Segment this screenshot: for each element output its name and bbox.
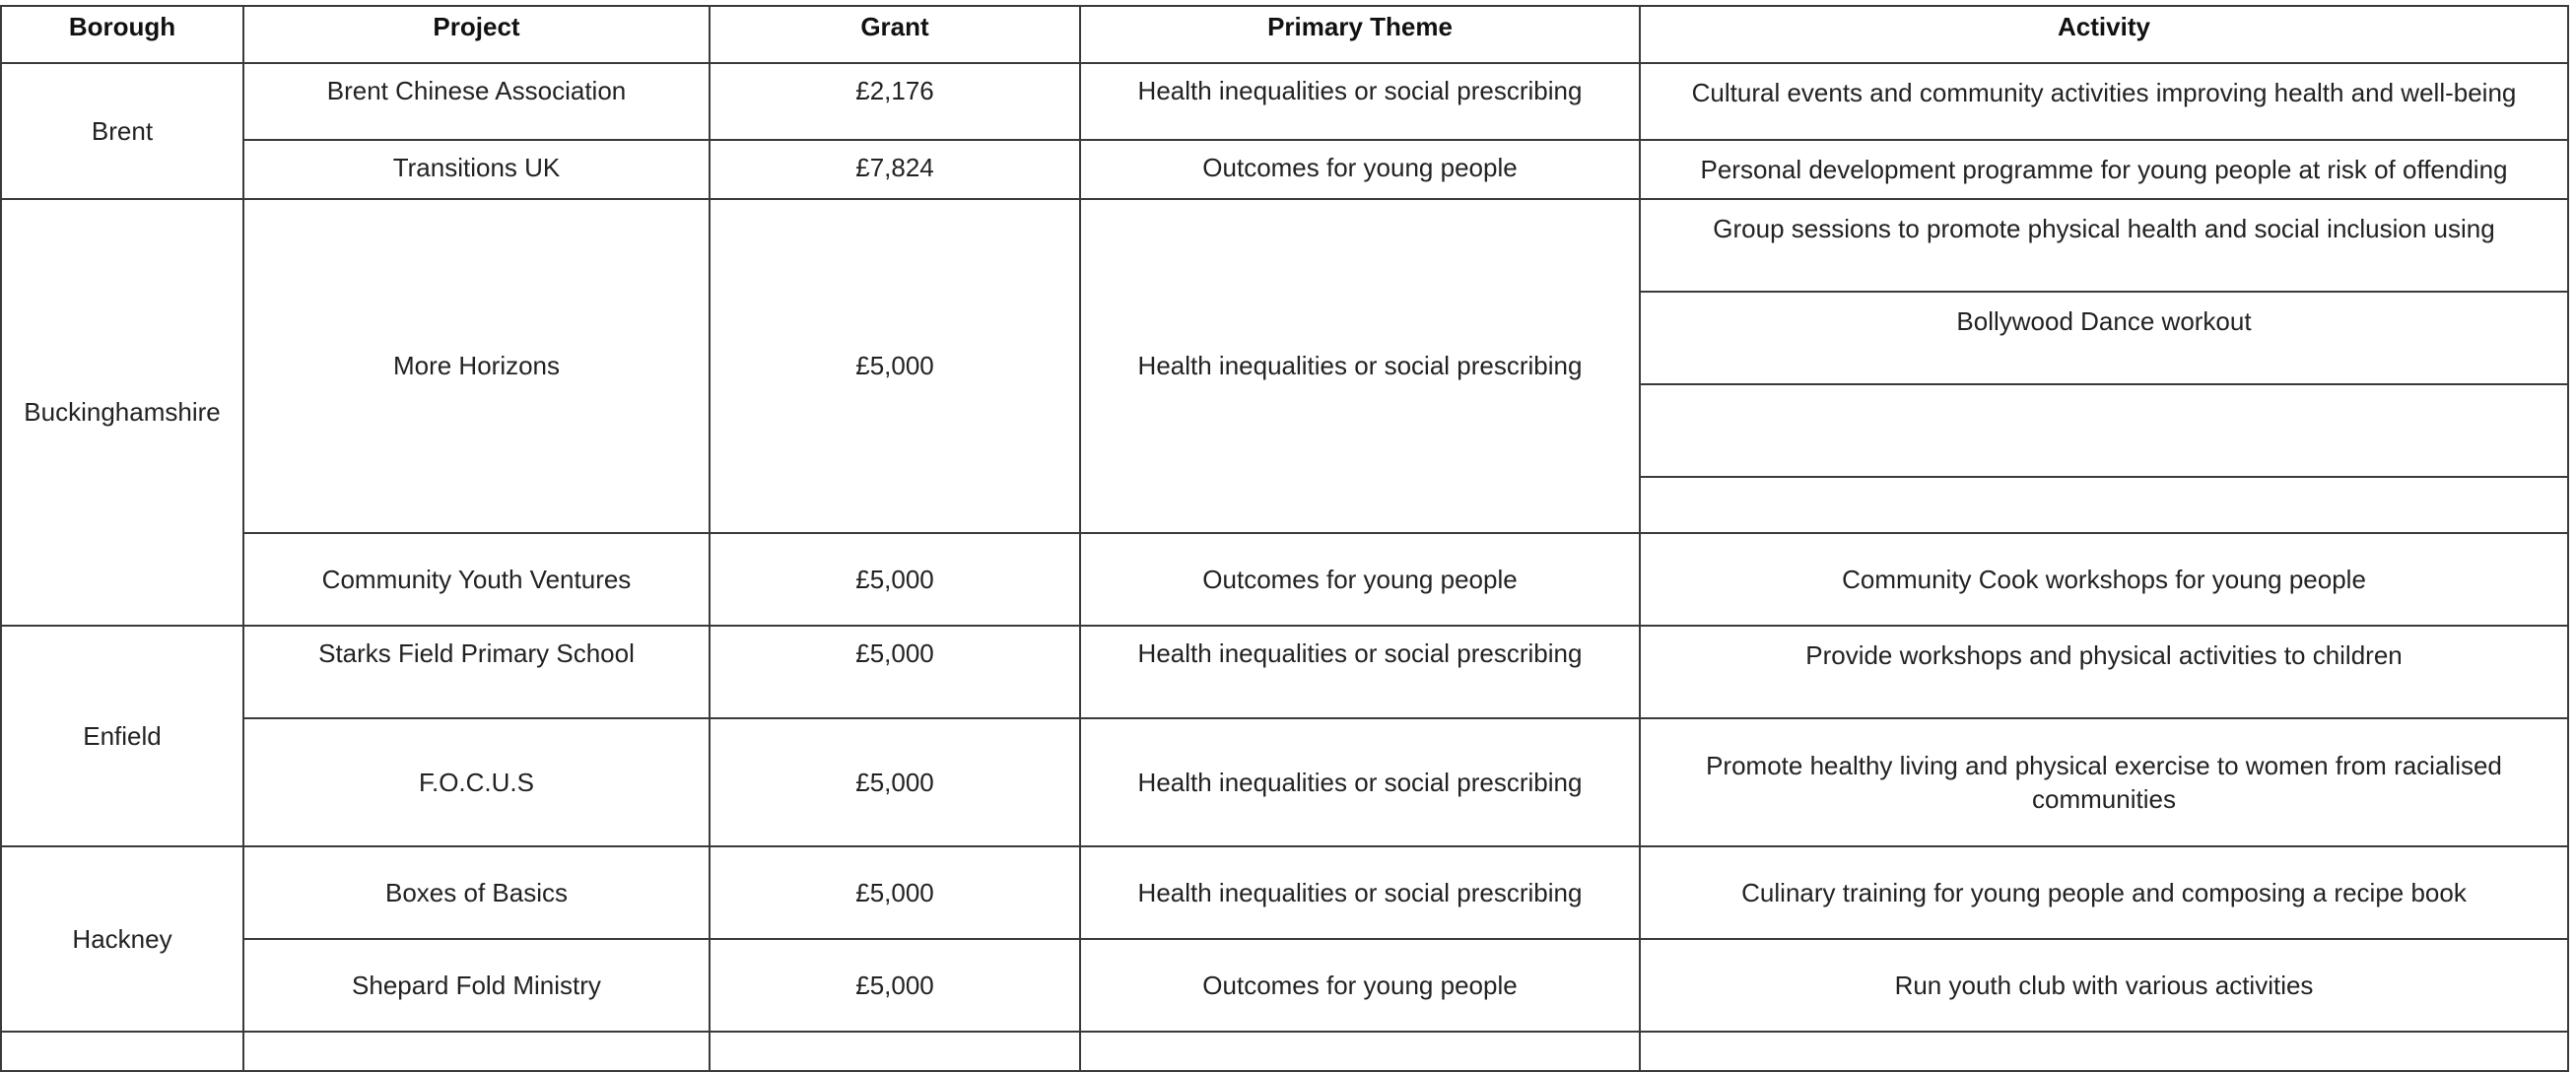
grant-cell: £5,000 bbox=[710, 718, 1080, 846]
project-cell: Community Youth Ventures bbox=[243, 533, 710, 626]
project-cell: Starks Field Primary School bbox=[243, 626, 710, 718]
project-cell: Transitions UK bbox=[243, 140, 710, 199]
table-row bbox=[1, 140, 2568, 199]
project-cell: F.O.C.U.S bbox=[243, 718, 710, 846]
table-row bbox=[1, 718, 2568, 846]
activity-cell: Community Cook workshops for young people bbox=[1640, 533, 2568, 626]
activity-cell: Run youth club with various activities bbox=[1640, 939, 2568, 1032]
activity-cell: Culinary training for young people and composing a recipe book bbox=[1640, 846, 2568, 939]
grant-cell: £5,000 bbox=[710, 846, 1080, 939]
header-borough: Borough bbox=[1, 6, 243, 63]
activity-cell: Bollywood Dance workout bbox=[1640, 292, 2568, 384]
borough-cell: Brent bbox=[1, 63, 243, 199]
grant-cell: £5,000 bbox=[710, 533, 1080, 626]
header-grant: Grant bbox=[710, 6, 1080, 63]
grant-cell: £5,000 bbox=[710, 626, 1080, 718]
project-cell: More Horizons bbox=[243, 199, 710, 533]
table-row bbox=[1, 1032, 2568, 1071]
activity-cell: Promote healthy living and physical exercise to women from racialised communities bbox=[1640, 718, 2568, 846]
theme-cell: Health inequalities or social prescribing bbox=[1080, 63, 1640, 140]
header-project: Project bbox=[243, 6, 710, 63]
header-row bbox=[1, 6, 2568, 63]
borough-cell: Enfield bbox=[1, 626, 243, 846]
grant-cell: £2,176 bbox=[710, 63, 1080, 140]
activity-cell bbox=[1640, 477, 2568, 533]
table-row bbox=[1, 846, 2568, 939]
project-cell: Boxes of Basics bbox=[243, 846, 710, 939]
empty-cell bbox=[1, 1032, 243, 1071]
borough-cell: Buckinghamshire bbox=[1, 199, 243, 626]
project-cell: Shepard Fold Ministry bbox=[243, 939, 710, 1032]
empty-cell bbox=[243, 1032, 710, 1071]
table-row bbox=[1, 939, 2568, 1032]
table-row bbox=[1, 533, 2568, 626]
table-row bbox=[1, 199, 2568, 292]
table-row bbox=[1, 63, 2568, 140]
activity-cell: Personal development programme for young people at risk of offending bbox=[1640, 140, 2568, 199]
activity-cell: Group sessions to promote physical health and social inclusion using bbox=[1640, 199, 2568, 292]
activity-cell: Cultural events and community activities improving health and well-being bbox=[1640, 63, 2568, 140]
theme-cell: Health inequalities or social prescribing bbox=[1080, 718, 1640, 846]
header-activity: Activity bbox=[1640, 6, 2568, 63]
theme-cell: Outcomes for young people bbox=[1080, 533, 1640, 626]
grant-cell: £7,824 bbox=[710, 140, 1080, 199]
header-primary-theme: Primary Theme bbox=[1080, 6, 1640, 63]
table-row bbox=[1, 626, 2568, 718]
activity-cell: Provide workshops and physical activities to children bbox=[1640, 626, 2568, 718]
grant-cell: £5,000 bbox=[710, 939, 1080, 1032]
theme-cell: Health inequalities or social prescribing bbox=[1080, 846, 1640, 939]
empty-cell bbox=[710, 1032, 1080, 1071]
theme-cell: Health inequalities or social prescribing bbox=[1080, 626, 1640, 718]
activity-cell bbox=[1640, 384, 2568, 477]
theme-cell: Outcomes for young people bbox=[1080, 140, 1640, 199]
borough-cell: Hackney bbox=[1, 846, 243, 1032]
theme-cell: Health inequalities or social prescribing bbox=[1080, 199, 1640, 533]
empty-cell bbox=[1080, 1032, 1640, 1071]
grants-table bbox=[0, 5, 2569, 1072]
theme-cell: Outcomes for young people bbox=[1080, 939, 1640, 1032]
empty-cell bbox=[1640, 1032, 2568, 1071]
project-cell: Brent Chinese Association bbox=[243, 63, 710, 140]
grant-cell: £5,000 bbox=[710, 199, 1080, 533]
